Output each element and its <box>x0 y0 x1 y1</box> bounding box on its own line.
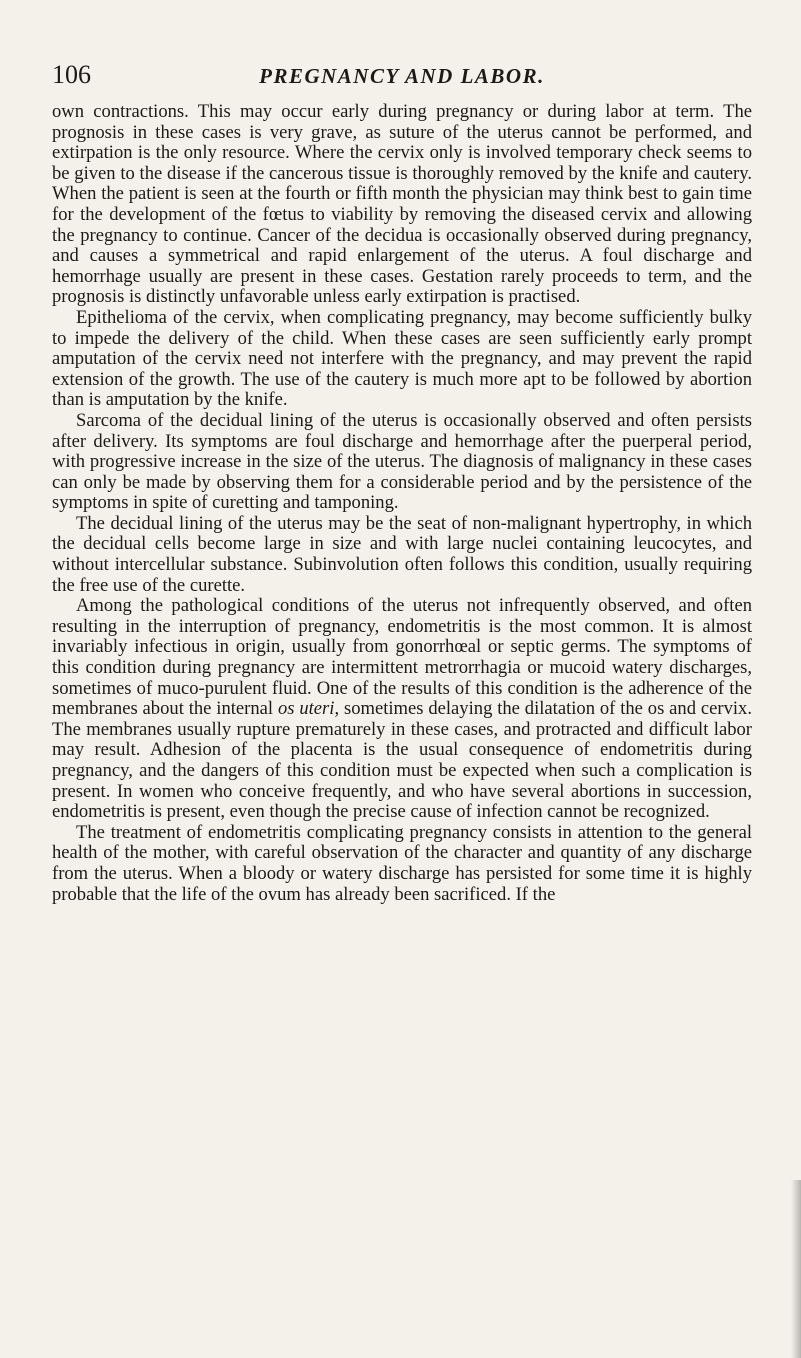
page-edge-shadow <box>791 1180 801 1358</box>
paragraph-continuation: own contractions. This may occur early during pregnancy or during labor at term. The prognosis in these cases is very grave, as suture of the uterus cannot be performed, and extirpation is the only resource. Where the cervix only is involved temporary check seems to be given to the disease if the cancerous tissue is thoroughly removed by the knife and cautery. When the patient is seen at the fourth or fifth month the physician may think best to gain time for the development of the fœtus to viability by removing the diseased cervix and allowing the pregnancy to continue. Cancer of the decidua is occasionally observed during pregnancy, and causes a symmetrical and rapid enlargement of the uterus. A foul discharge and hemorrhage usually are present in these cases. Gestation rarely proceeds to term, and the prognosis is distinctly unfavorable unless early extirpation is practised. <box>52 101 752 308</box>
paragraph-sarcoma: Sarcoma of the decidual lining of the uterus is occasionally observed and often persists after delivery. Its symptoms are foul discharge and hemorrhage after the puerperal period, with progressive increase in the size of the uterus. The diagnosis of malignancy in these cases can only be made by observing them for a considerable period and by the persistence of the symptoms in spite of curetting and tamponing. <box>52 409 752 514</box>
os-uteri-term: os uteri <box>277 698 335 720</box>
paragraph-endometritis <box>52 596 752 823</box>
endometritis-text-end: , sometimes delaying the dilatation of the os and cervix. The membranes usually rupture prematurely in these cases, and protracted and difficult labor may result. Adhesion of the placenta is the usual consequence of endometritis during pregnancy, and the dangers of this condition must be expected when such a complication is present. In women who conceive frequently, and who have several abortions in succession, endometritis is present, even though the precise cause of infection cannot be recognized. <box>52 698 752 823</box>
endometritis-text-start: Among the pathological conditions of the uterus not infrequently observed, and often resulting in the interruption of pregnancy, endometritis is the most common. It is almost invariably infectious in origin, usually from gonorrhœal or septic germs. The symptoms of this condition during pregnancy are intermittent metrorrhagia or mucoid watery discharges, sometimes of muco-purulent fluid. One of the results of this condition is the adherence of the membranes about the internal <box>52 595 752 720</box>
page-number: 106 <box>52 60 91 89</box>
paragraph-treatment: The treatment of endometritis complicating pregnancy consists in attention to the general health of the mother, with careful observation of the character and quantity of any discharge from the uterus. When a bloody or watery discharge has persisted for some time it is highly probable that the life of the ovum has already been sacrificed. If the <box>52 821 752 905</box>
running-head: PREGNANCY AND LABOR. <box>259 64 545 88</box>
paragraph-decidual-hypertrophy: The decidual lining of the uterus may be the seat of non-malignant hypertrophy, in which the decidual cells become large in size and with large nuclei containing leucocytes, and without intercellular substance. Subinvolution often follows this condition, usually requiring the free use of the curette. <box>52 512 752 596</box>
page-header <box>52 60 752 90</box>
paragraph-epithelioma: Epithelioma of the cervix, when complicating pregnancy, may become sufficiently bulky to impede the delivery of the child. When these cases are seen sufficiently early prompt amputation of the cervix need not interfere with the pregnancy, and may prevent the rapid extension of the growth. The use of the cautery is much more apt to be followed by abortion than is amputation by the knife. <box>52 306 752 411</box>
body-text <box>52 102 752 905</box>
